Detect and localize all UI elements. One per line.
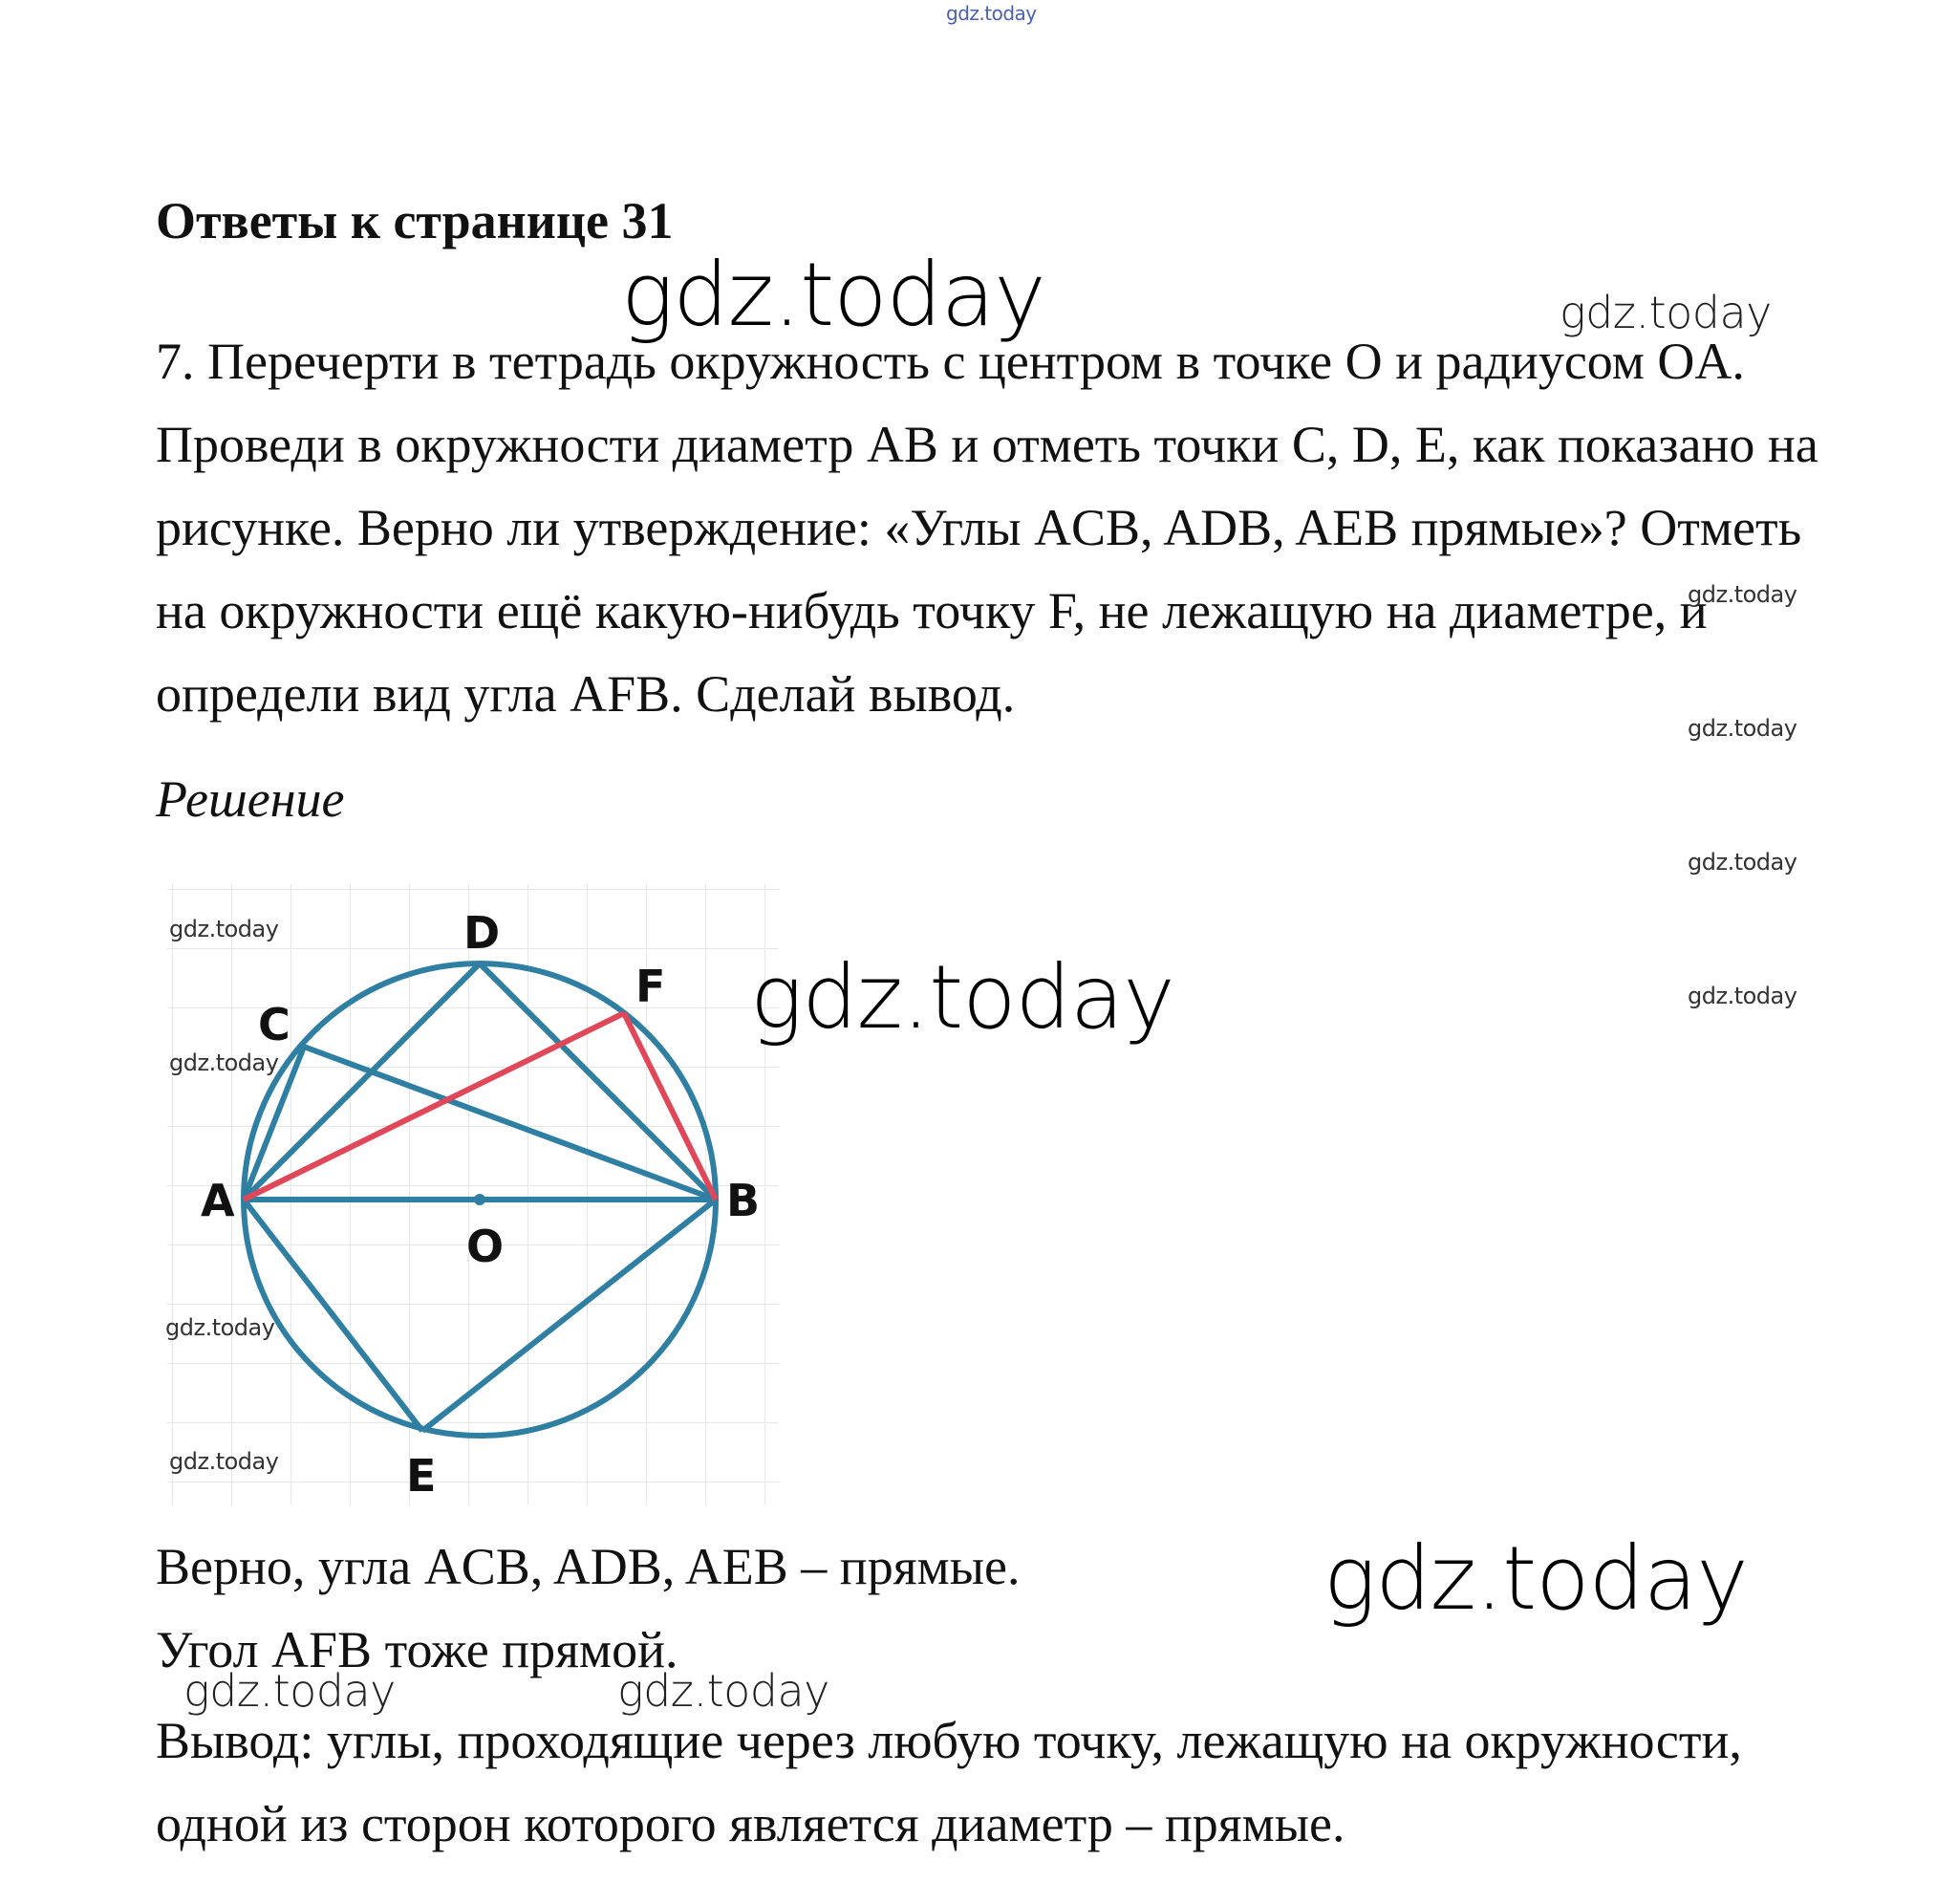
label-e: E — [406, 1450, 437, 1502]
task-text: 7. Перечерти в тетрадь окружность с центром в точке O и радиусом OA. Проведи в окружности диаметр AB и отметь точки C, D, E, как показано на рисунке. Верно ли утверждение: «Углы ACB, ADB, AEB прямые»? Отметь на окружности ещё какую-нибудь точку F, не лежащую на диаметре, и определи вид угла AFB. Сделай вывод. — [156, 333, 1818, 723]
watermark-small: gdz.today — [169, 1448, 279, 1475]
watermark-small: gdz.today — [1688, 983, 1797, 1009]
solution-label: Решение — [156, 770, 345, 828]
watermark-small: gdz.today — [169, 1049, 279, 1076]
page-heading: Ответы к странице 31 — [156, 192, 674, 249]
watermark-small: gdz.today — [1688, 849, 1797, 876]
watermark-medium: gdz.today — [617, 1665, 829, 1717]
watermark-small: gdz.today — [1688, 581, 1797, 608]
watermark-small: gdz.today — [169, 916, 279, 942]
circle-diagram — [162, 879, 784, 1510]
label-a: A — [201, 1175, 235, 1226]
label-c: C — [258, 999, 290, 1050]
watermark-small: gdz.today — [1688, 715, 1797, 742]
label-o: O — [466, 1221, 505, 1272]
label-b: B — [726, 1175, 761, 1226]
answer-line-1: Верно, угла ACB, ADB, AEB – прямые. — [156, 1538, 1021, 1595]
watermark-medium: gdz.today — [1560, 287, 1772, 338]
watermark-small: gdz.today — [165, 1314, 275, 1341]
watermark-big: gdz.today — [621, 244, 1045, 346]
center-point — [474, 1194, 485, 1205]
conclusion-text: Вывод: углы, проходящие через любую точку, лежащую на окружности, одной из сторон которого является диаметр – прямые. — [156, 1712, 1742, 1852]
answer-line-2: Угол AFB тоже прямой. — [156, 1621, 678, 1678]
watermark-top: gdz.today — [946, 2, 1037, 25]
watermark-big: gdz.today — [1323, 1527, 1748, 1630]
watermark-medium: gdz.today — [183, 1665, 396, 1717]
watermark-big: gdz.today — [750, 946, 1174, 1049]
label-f: F — [635, 961, 666, 1012]
label-d: D — [463, 907, 501, 959]
